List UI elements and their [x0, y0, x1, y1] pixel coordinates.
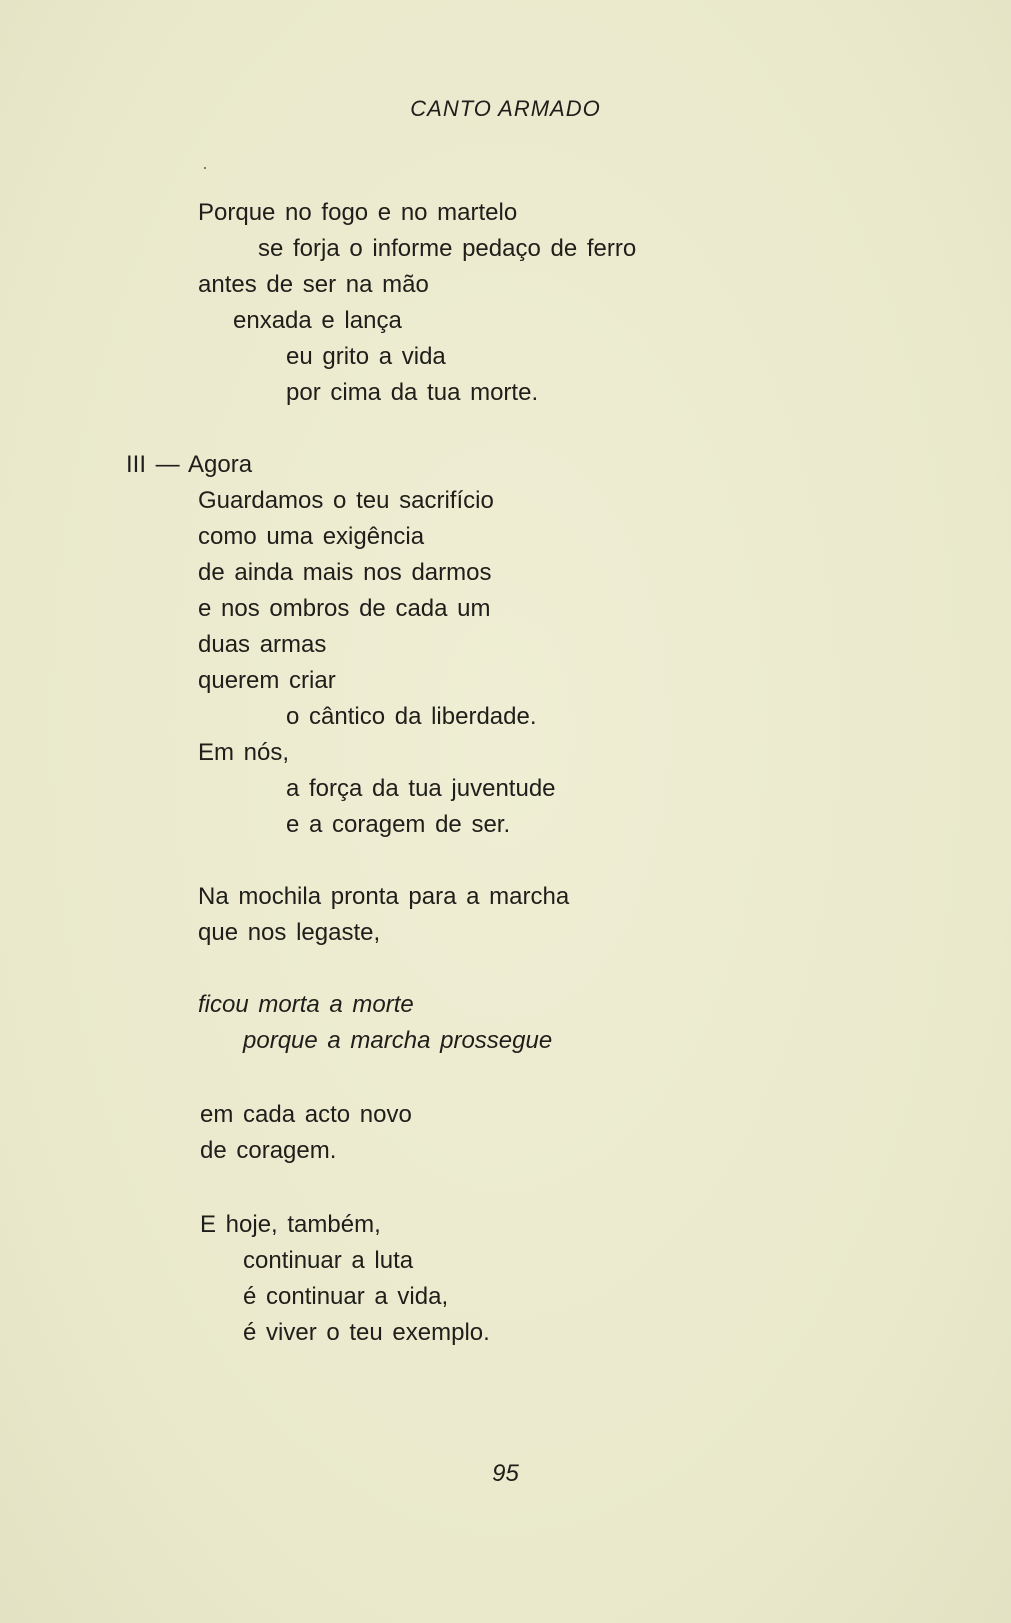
- poem-line: antes de ser na mão: [198, 271, 429, 298]
- poem-line: por cima da tua morte.: [286, 379, 539, 406]
- poem-line: continuar a luta: [243, 1247, 414, 1274]
- poem-line: se forja o informe pedaço de ferro: [258, 235, 637, 262]
- poem-line: e a coragem de ser.: [286, 811, 511, 838]
- poem-line: Em nós,: [198, 739, 290, 766]
- ink-speck: [204, 167, 206, 169]
- poem-line: querem criar: [198, 667, 336, 694]
- poem-line: E hoje, também,: [200, 1211, 381, 1238]
- poem-line: é continuar a vida,: [243, 1283, 449, 1310]
- poem-line: e nos ombros de cada um: [198, 595, 491, 622]
- poem-line: a força da tua juventude: [286, 775, 556, 802]
- poem-line: de coragem.: [200, 1137, 337, 1164]
- poem-line: que nos legaste,: [198, 919, 381, 946]
- poem-line: eu grito a vida: [286, 343, 446, 370]
- poem-line: em cada acto novo: [200, 1101, 412, 1128]
- page-number: 95: [492, 1460, 519, 1487]
- poem-line: Na mochila pronta para a marcha: [198, 883, 570, 910]
- poem-line-italic: ficou morta a morte: [198, 991, 414, 1018]
- poem-line: enxada e lança: [233, 307, 402, 334]
- running-header: CANTO ARMADO: [410, 96, 601, 121]
- poem-line: como uma exigência: [198, 523, 425, 550]
- poem-line-italic: porque a marcha prossegue: [243, 1027, 553, 1054]
- poem-line: o cântico da liberdade.: [286, 703, 537, 730]
- poem-line-section-heading: III — Agora: [126, 451, 253, 478]
- poem-line: é viver o teu exemplo.: [243, 1319, 490, 1346]
- poem-line: Porque no fogo e no martelo: [198, 199, 518, 226]
- poem-line: duas armas: [198, 631, 327, 658]
- poem-line: Guardamos o teu sacrifício: [198, 487, 494, 514]
- poem-line: de ainda mais nos darmos: [198, 559, 492, 586]
